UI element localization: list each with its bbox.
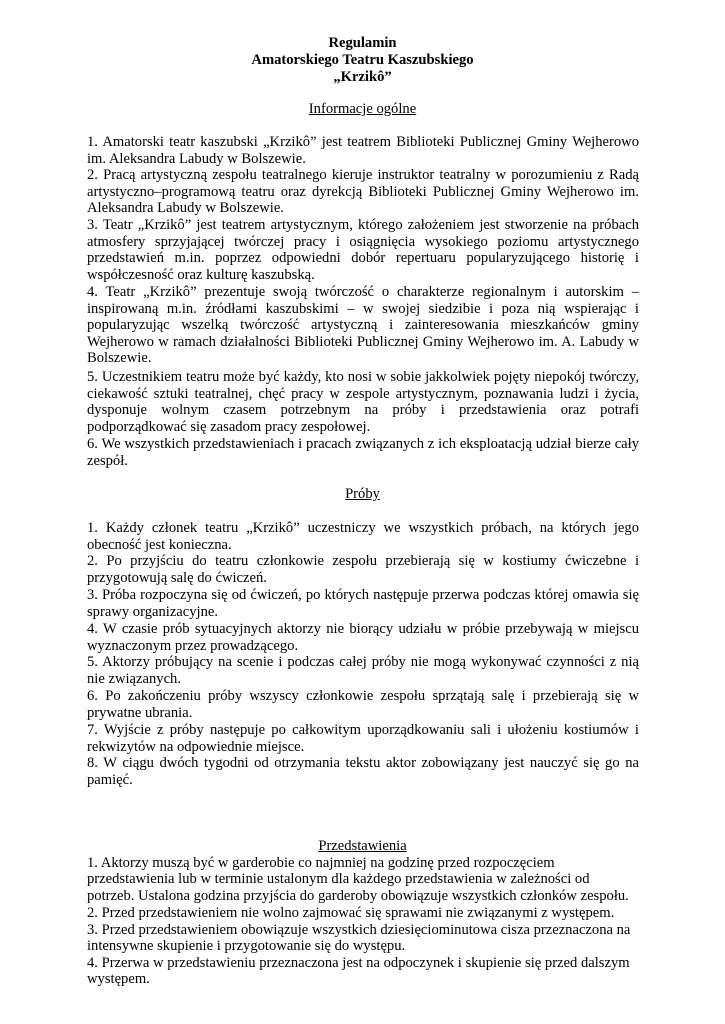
performance-item-2: 2. Przed przedstawieniem nie wolno zajmować się sprawami nie związanymi z występem. [87, 905, 615, 921]
rehearsal-item-3: 3. Próba rozpoczyna się od ćwiczeń, po których następuje przerwa podczas której omawia się sprawy organizacyjne. [87, 587, 639, 620]
document-title [0, 35, 725, 86]
general-item-1: 1. Amatorski teatr kaszubski „Krzikô” jest teatrem Biblioteki Publicznej Gminy Wejherowo im. Aleksandra Labudy w Bolszewie. [87, 134, 639, 167]
section-heading-performances: Przedstawienia [318, 838, 407, 854]
general-item-3: 3. Teatr „Krzikô” jest teatrem artystycznym, którego założeniem jest stworzenie na próbach atmosfery sprzyjającej twórczej pracy i osiągnięcia wysokiego poziomu artystycznego przedstawień m.in. poprzez odpowiedni dobór repertuaru popularyzującego historię i współczesność oraz kulturę kaszubską. [87, 217, 639, 283]
rehearsal-item-8: 8. W ciągu dwóch tygodni od otrzymania tekstu aktor zobowiązany jest nauczyć się go na pamięć. [87, 755, 639, 788]
title-line-3: „Krzikô” [333, 69, 392, 85]
general-item-4: 4. Teatr „Krzikô” prezentuje swoją twórczość o charakterze regionalnym i autorskim – inspirowaną m.in. źródłami kaszubskimi – w swojej siedzibie i poza nią wspierając i popularyzując wszelką twórczość artystyczną i zainteresowania mieszkańców gminy Wejherowo w ramach działalności Biblioteki Publicznej Gminy Wejherowo im. A. Labudy w Bolszewie. [87, 284, 639, 367]
rehearsal-item-6: 6. Po zakończeniu próby wszyscy członkowie zespołu sprzątają salę i przebierają się w prywatne ubrania. [87, 688, 639, 721]
performance-item-3: 3. Przed przedstawieniem obowiązuje wszystkich dziesięciominutowa cisza przeznaczona na intensywne skupienie i przygotowanie się do występu. [87, 922, 631, 955]
general-item-2: 2. Pracą artystyczną zespołu teatralnego kieruje instruktor teatralny w porozumieniu z Radą artystyczno–programową teatru oraz dyrekcją Biblioteki Publicznej Gminy Wejherowo im. Aleksandra Labudy w Bolszewie. [87, 167, 639, 217]
rehearsal-item-7: 7. Wyjście z próby następuje po całkowitym uporządkowaniu sali i ułożeniu kostiumów i rekwizytów na odpowiednie miejsce. [87, 722, 639, 755]
section-heading-general: Informacje ogólne [308, 101, 417, 117]
rehearsal-item-4: 4. W czasie prób sytuacyjnych aktorzy nie biorący udziału w próbie przebywają w miejscu wyznaczonym przez prowadzącego. [87, 621, 639, 654]
rehearsal-item-5: 5. Aktorzy próbujący na scenie i podczas całej próby nie mogą wykonywać czynności z nią nie związanych. [87, 654, 639, 687]
general-item-6: 6. We wszystkich przedstawieniach i pracach związanych z ich eksploatacją udział bierze cały zespół. [87, 436, 639, 469]
title-line-2: Amatorskiego Teatru Kaszubskiego [251, 52, 474, 68]
performance-item-4: 4. Przerwa w przedstawieniu przeznaczona jest na odpoczynek i skupienie się przed dalszym występem. [87, 955, 630, 988]
title-line-1: Regulamin [328, 35, 397, 51]
rehearsal-item-2: 2. Po przyjściu do teatru członkowie zespołu przebierają się w kostiumy ćwiczebne i przygotowują salę do ćwiczeń. [87, 553, 639, 586]
general-item-5: 5. Uczestnikiem teatru może być każdy, kto nosi w sobie jakkolwiek pojęty niepokój twórczy, ciekawość sztuki teatralnej, chęć pracy w zespole artystycznym, poznawania ludzi i życia, dysponuje wolnym czasem potrzebnym na próby i przedstawienia oraz potrafi podporządkować się zasadom pracy zespołowej. [87, 369, 639, 435]
performance-item-1: 1. Aktorzy muszą być w garderobie co najmniej na godzinę przed rozpoczęciem przedstawienia lub w terminie ustalonym dla każdego przedstawienia w zależności od potrzeb. Ustalona godzina przyjścia do garderoby obowiązuje wszystkich członków zespołu. [87, 855, 629, 904]
section-heading-rehearsals: Próby [345, 486, 380, 502]
rehearsal-item-1: 1. Każdy członek teatru „Krzikô” uczestniczy we wszystkich próbach, na których jego obecność jest konieczna. [87, 520, 639, 553]
